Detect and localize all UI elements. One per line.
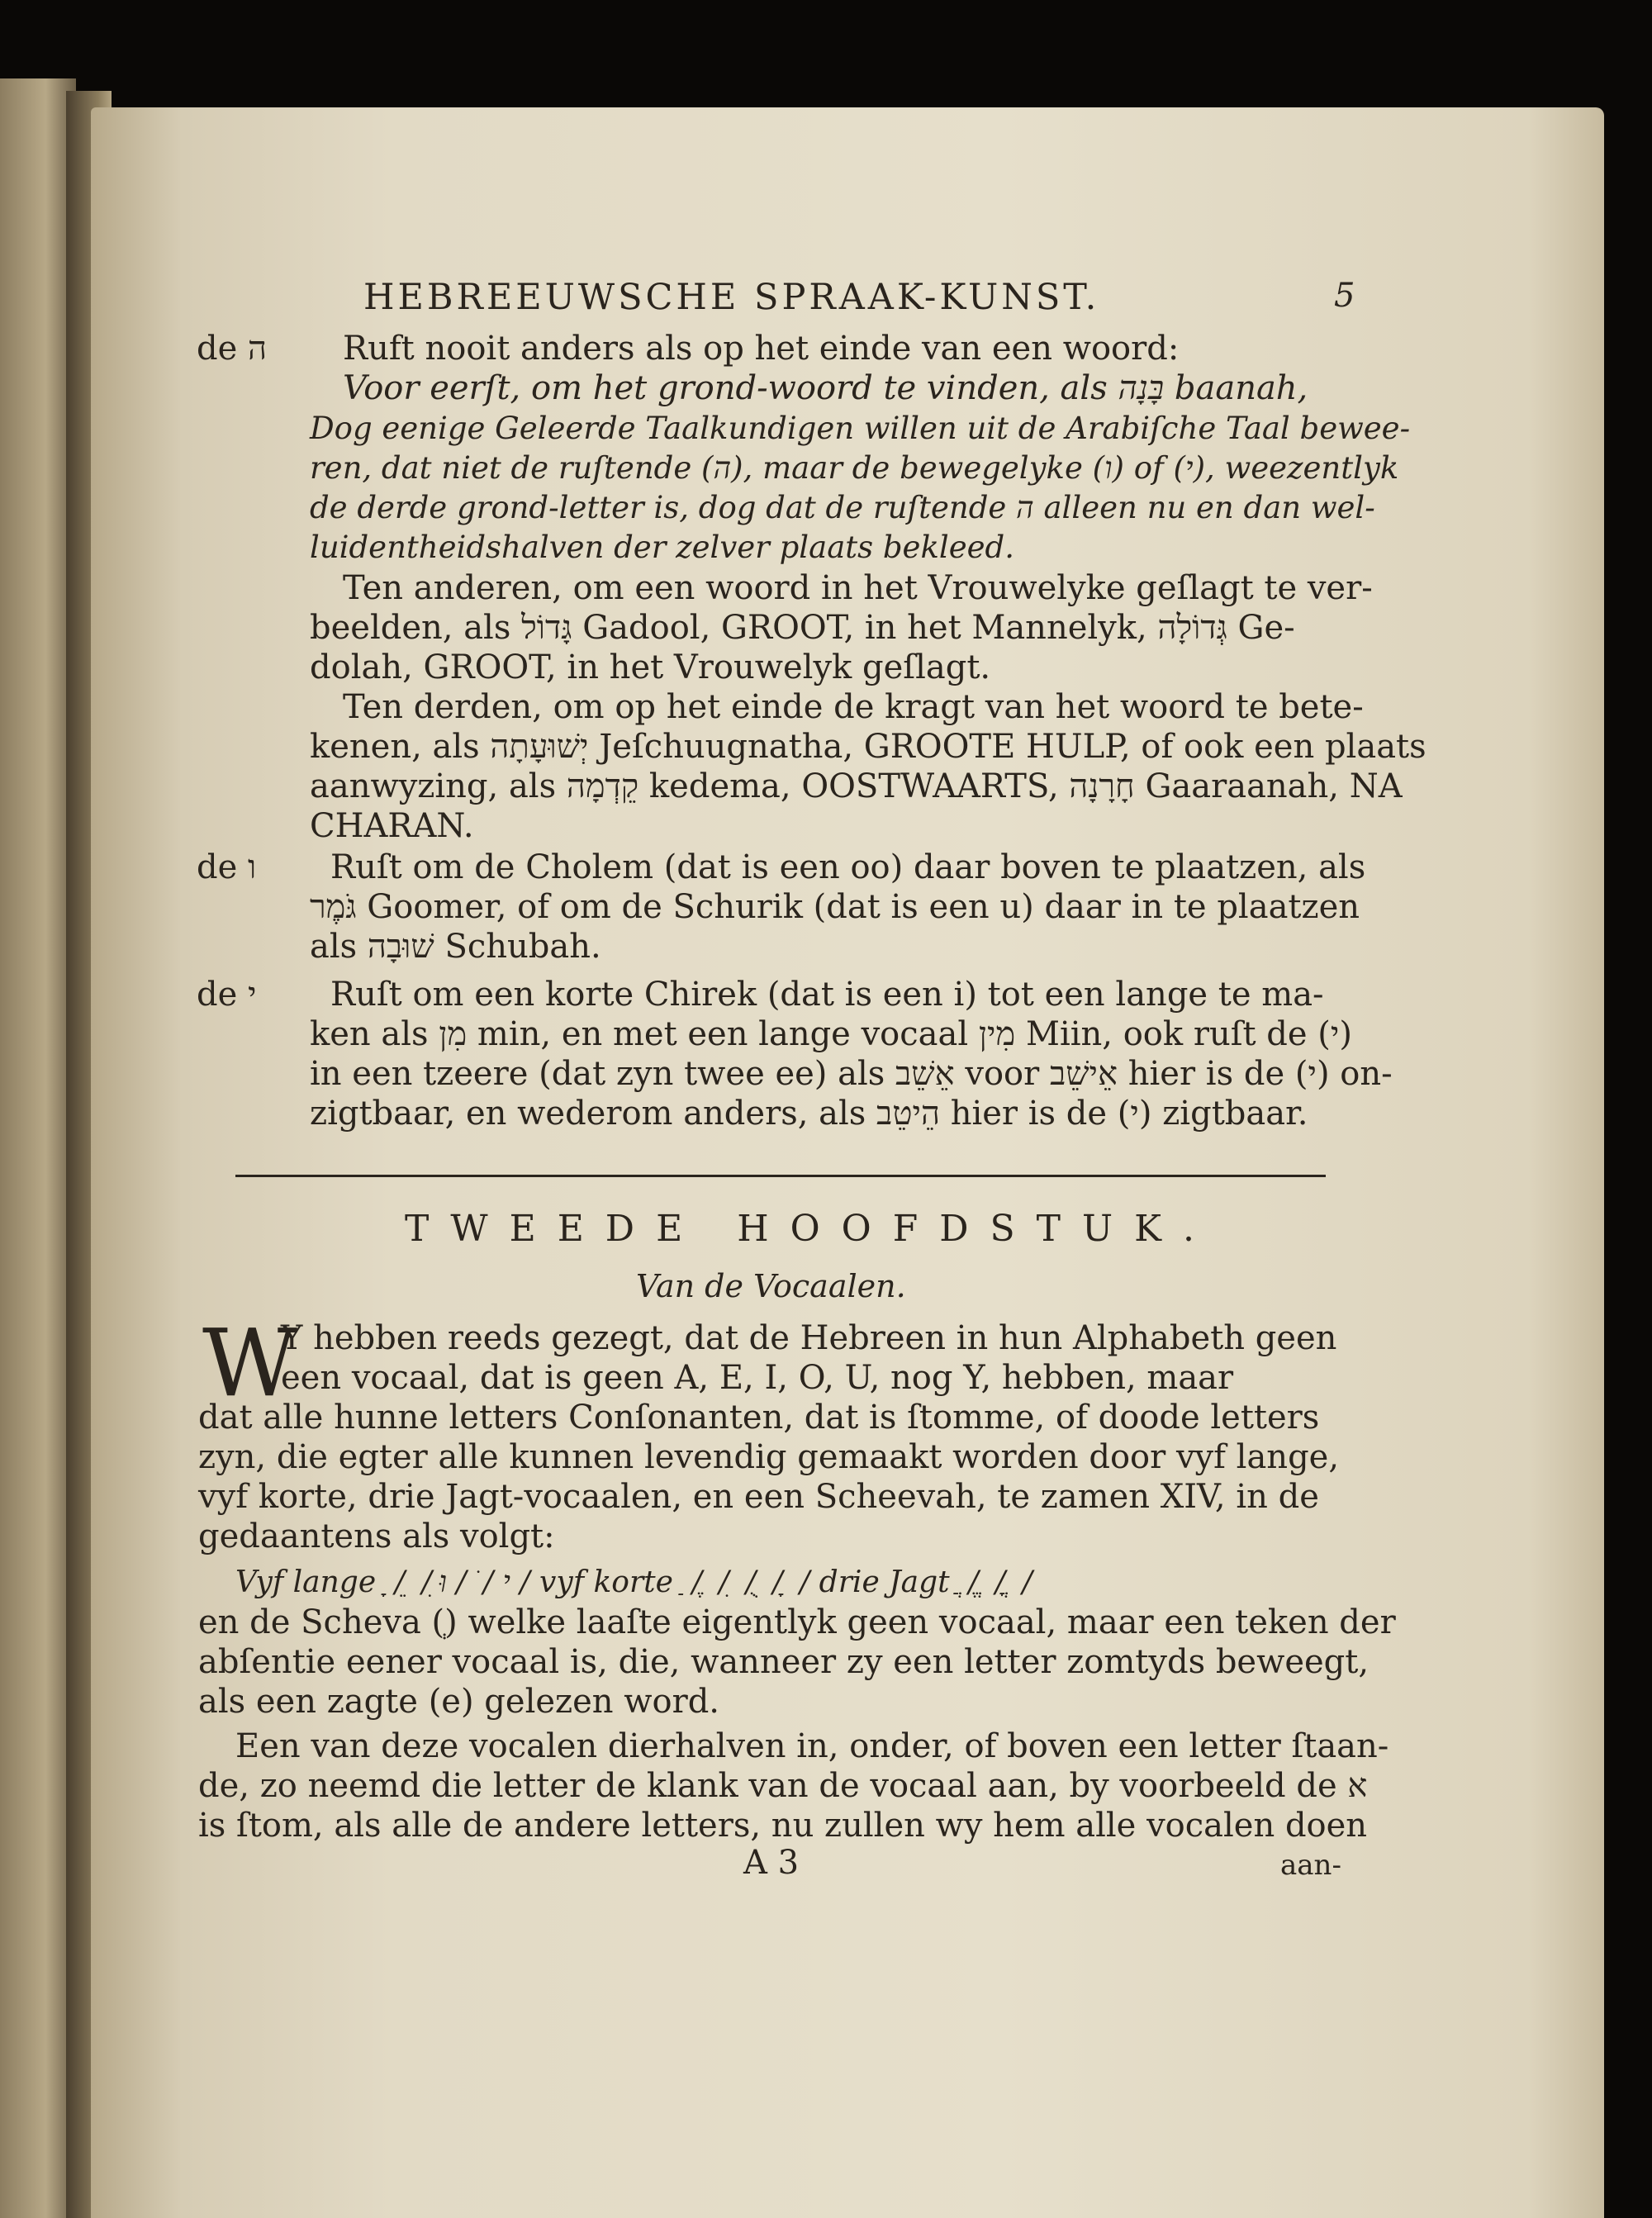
note-line: luidentheidshalven der zelver plaats bekleed. [310,530,1014,565]
text-line: Y hebben reeds gezegt, dat de Hebreen in hun Alphabeth geen [281,1319,1337,1357]
text-line: Ten anderen, om een woord in het Vrouwelyke geſlagt te ver- [343,569,1373,607]
text-line: Ruft nooit anders als op het einde van een woord: [343,330,1180,368]
text-line: een vocaal, dat is geen A, E, I, O, U, nog Y, hebben, maar [281,1359,1234,1397]
margin-label-yod: de י [197,976,257,1014]
drop-cap: W [202,1310,298,1418]
text-line: Voor eerſt, om het grond-woord te vinden, als בָּנָה baanah, [343,369,1308,407]
text-line: zigtbaar, en wederom anders, als הֵיטֵב hier is de (י) zigtbaar. [310,1095,1308,1133]
chapter-subtitle: Van de Vocaalen. [636,1268,906,1304]
text-line: zyn, die egter alle kunnen levendig gemaakt worden door vyf lange, [198,1438,1340,1476]
section-divider [235,1175,1326,1177]
vowel-list-line: Vyf lange ָ / ֵ / ִי / ֹ / וּ / vyf korte ַ / ֶ / ִ / ֻ / ָ / drie Jagt ֲ / ֱ / ֳ / [235,1565,1032,1599]
text-line: is ſtom, als alle de andere letters, nu zullen wy hem alle vocalen doen [198,1807,1368,1845]
text-line: en de Scheva (ְ) welke laaſte eigentlyk geen vocaal, maar een teken der [198,1603,1396,1641]
page-number: 5 [1334,277,1355,315]
text-line: kenen, als יְשׁוּעָתָה Jeſchuugnatha, GROOTE HULP, of ook een plaats [310,728,1427,766]
text-line: CHARAN. [310,807,474,845]
text-line: Ten derden, om op het einde de kragt van het woord te bete- [343,688,1364,726]
note-line: de derde grond-letter is, dog dat de ruſtende ה alleen nu en dan wel- [310,490,1375,525]
text-line: dolah, GROOT, in het Vrouwelyk geſlagt. [310,648,991,686]
text-line: dat alle hunne letters Conſonanten, dat is ſtomme, of doode letters [198,1399,1320,1437]
text-line: de, zo neemd die letter de klank van de vocaal aan, by voorbeeld de א [198,1767,1368,1805]
text-line: Een van deze vocalen dierhalven in, onder, of boven een letter ſtaan- [235,1727,1389,1765]
note-line: ren, dat niet de ruſtende (ה), maar de bewegelyke (ו) of (י), weezentlyk [310,450,1399,486]
text-line: aanwyzing, als קֵדְמָה kedema, OOSTWAARTS, חָרָנָה Gaaraanah, NA [310,767,1403,805]
text-line: Ruſt om de Cholem (dat is een oo) daar boven te plaatzen, als [330,848,1366,886]
running-header: HEBREEUWSCHE SPRAAK-KUNST. [363,277,1100,318]
margin-label-waw: de ו [197,848,257,886]
margin-label-he: de ה [197,330,268,368]
text-line: als een zagte (e) gelezen word. [198,1683,720,1721]
text-line: gedaantens als volgt: [198,1517,555,1555]
text-line: ken als מִן min, en met een lange vocaal מִין Miin, ook ruſt de (י) [310,1015,1353,1053]
text-line: Ruſt om een korte Chirek (dat is een i) tot een lange te ma- [330,976,1324,1014]
text-line: abſentie eener vocaal is, die, wanneer zy een letter zomtyds beweegt, [198,1643,1370,1681]
signature-mark: A 3 [743,1844,800,1882]
chapter-title: TWEEDE HOOFDSTUK. [405,1208,1216,1250]
text-line: in een tzeere (dat zyn twee ee) als אֵשֵׁב voor אֵישֵׁב hier is de (י) on- [310,1055,1393,1093]
text-line: als שׁוּבָה Schubah. [310,928,601,966]
text-line: גֹּמֶר Goomer, of om de Schurik (dat is een u) daar in te plaatzen [310,888,1360,926]
text-line: beelden, als גָּדוֹל Gadool, GROOT, in het Mannelyk, גְּדוֹלָה Ge- [310,609,1295,647]
catchword: aan- [1280,1849,1341,1882]
note-line: Dog eenige Geleerde Taalkundigen willen uit de Arabiſche Taal bewee- [310,411,1411,446]
text-line: vyf korte, drie Jagt-vocaalen, en een Scheevah, te zamen XIV, in de [198,1478,1319,1516]
